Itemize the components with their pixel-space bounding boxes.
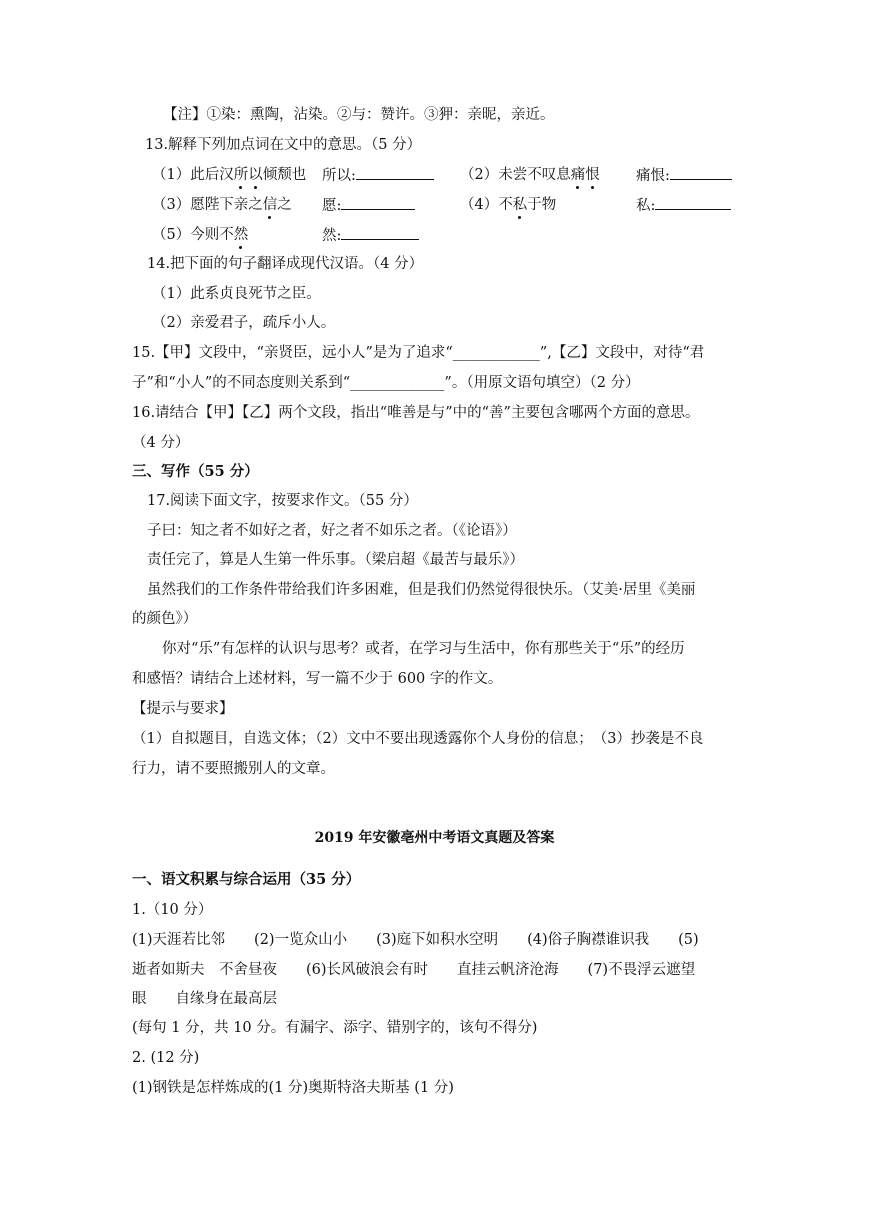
answer-1-line-2: 逝者如斯夫 不舍昼夜 (6)长风破浪会有时 直挂云帆济沧海 (7)不畏浮云遮望	[132, 962, 696, 978]
question-17: 17.阅读下面文字，按要求作文。（55 分）	[147, 493, 418, 509]
q13-item-5-answer: 然:	[322, 225, 419, 246]
q13-item-3: （3）愿陛下亲之信之	[152, 197, 292, 213]
q13-3-blank[interactable]	[341, 195, 415, 210]
q13-item-1-answer: 所以:	[322, 165, 434, 186]
q13-item-5: （5）今则不然	[152, 227, 249, 243]
q17-material-3-line-2: 的颜色》）	[132, 611, 198, 627]
section-3-heading: 三、写作（55 分）	[132, 463, 259, 480]
q17-material-1: 子曰：知之者不如好之者，好之者不如乐之者。（《论语》）	[147, 523, 517, 539]
tips-line-1: （1）自拟题目，自选文体；（2）文中不要出现透露你个人身份的信息； （3）抄袭是不良	[132, 731, 704, 747]
answer-1-line-3: 眼 自缘身在最高层	[132, 991, 277, 1007]
q13-item-4: （4）不私于物	[460, 197, 557, 213]
q13-item-2: （2）未尝不叹息痛恨	[460, 167, 600, 183]
note-line: 【注】①染：熏陶，沾染。②与：赞许。③狎：亲昵，亲近。	[163, 107, 555, 123]
answer-section-1-heading: 一、语文积累与综合运用（35 分）	[132, 871, 361, 888]
answer-1-heading: 1.（10 分）	[132, 902, 213, 918]
q13-item-2-answer: 痛恨:	[636, 165, 732, 186]
q17-material-3-line-1: 虽然我们的工作条件带给我们许多困难，但是我们仍然觉得很快乐。（艾美·居里《美丽	[147, 582, 696, 598]
answer-1-line-1: (1)天涯若比邻 (2)一览众山小 (3)庭下如积水空明 (4)俗子胸襟谁识我 (5)	[132, 932, 699, 948]
question-16-line-1: 16.请结合【甲】【乙】两个文段，指出“唯善是与”中的“善”主要包含哪两个方面的意思。	[132, 405, 700, 421]
question-13: 13.解释下列加点词在文中的意思。（5 分）	[145, 137, 422, 153]
answer-title: 2019 年安徽亳州中考语文真题及答案	[314, 830, 555, 846]
q13-4-blank[interactable]	[655, 195, 731, 210]
question-16-line-2: （4 分）	[132, 435, 190, 451]
question-14: 14.把下面的句子翻译成现代汉语。（4 分）	[147, 256, 424, 272]
question-15-line-2: 子”和“小人”的不同态度则关系到“_____________”。（用原文语句填空）（2 分）	[132, 375, 640, 391]
answer-2-heading: 2. (12 分)	[132, 1050, 200, 1066]
question-15-line-1: 15.【甲】文段中，“亲贤臣，远小人”是为了追求“____________”,【乙】文段中，对待“君	[132, 345, 705, 361]
q13-5-blank[interactable]	[341, 225, 419, 240]
q17-material-2: 责任完了，算是人生第一件乐事。（梁启超《最苦与最乐》）	[147, 552, 524, 568]
q17-prompt-line-1: 你对“乐”有怎样的认识与思考？或者，在学习与生活中，你有那些关于“乐”的经历	[162, 641, 685, 657]
tips-line-2: 行力，请不要照搬别人的文章。	[132, 761, 335, 777]
q13-1-blank[interactable]	[356, 165, 434, 180]
q13-item-3-answer: 愿:	[322, 195, 415, 216]
answer-1-scoring: (每句 1 分，共 10 分。有漏字、添字、错别字的，该句不得分)	[132, 1020, 538, 1036]
q14-sentence-2: （2）亲爱君子，疏斥小人。	[152, 315, 336, 331]
q13-item-1: （1）此后汉所以倾颓也	[152, 167, 307, 183]
q13-item-4-answer: 私:	[636, 195, 731, 216]
answer-2-line-1: (1)钢铁是怎样炼成的(1 分)奥斯特洛夫斯基 (1 分)	[132, 1080, 454, 1096]
q17-prompt-line-2: 和感悟？请结合上述材料，写一篇不少于 600 字的作文。	[132, 671, 503, 687]
tips-heading: 【提示与要求】	[132, 701, 234, 717]
q13-2-blank[interactable]	[670, 165, 732, 180]
q14-sentence-1: （1）此系贞良死节之臣。	[152, 286, 321, 302]
